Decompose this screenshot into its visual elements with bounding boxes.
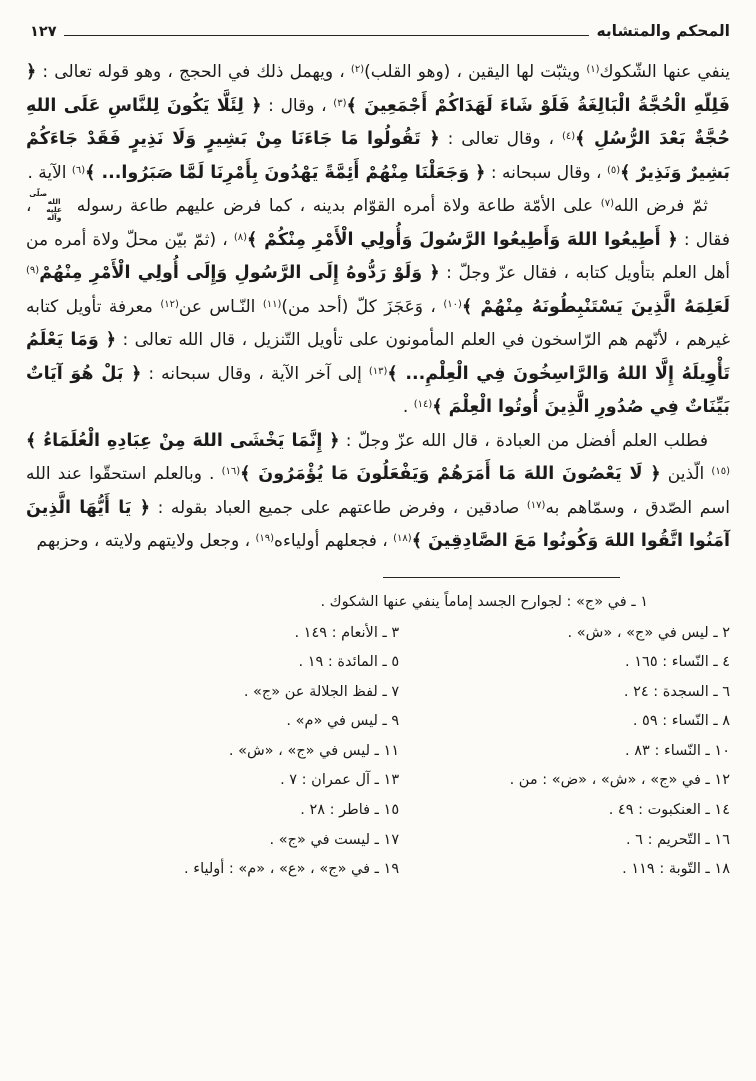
footnote-item: ١٥ ـ فاطر : ٢٨ . <box>300 802 400 819</box>
footnote-marker: (٤) <box>561 131 576 142</box>
body-text: النّـاس عن <box>178 296 263 317</box>
body-text: ثمّ فرض الله <box>613 196 708 216</box>
footnote-marker: (٩) <box>26 265 40 276</box>
quran-verse: ﴿ يَا أَيُّهَا الَّذِينَ آمَنُوا اتَّقُوا اللهَ وَكُونُوا مَعَ الصَّادِقِينَ ﴾ <box>26 497 730 551</box>
body-text: ، فجعلهم أولياءه <box>274 531 394 551</box>
body-text: ، (ثمّ بيّن محلّ ولاة أمره من أهل العلم بتأويل كتابه ، فقال عزّ وجلّ : <box>26 229 731 283</box>
paragraphs-container <box>26 56 730 559</box>
body-text: الّذين <box>660 464 712 484</box>
footnote-marker: (٣) <box>333 97 347 109</box>
quran-verse: ﴿ بَلْ هُوَ آيَاتٌ بَيِّنَاتٌ فِي صُدُورِ الَّذِينَ أُوتُوا الْعِلْمَ ﴾ <box>26 363 730 417</box>
footnote-marker: (١٥) <box>711 466 730 477</box>
body-text: ، وَعَجَزَ كلّ (أحد من) <box>281 296 444 317</box>
footnote-marker: (٧) <box>600 198 614 209</box>
header-rule <box>64 35 590 36</box>
footnote-marker: (٢) <box>350 64 365 75</box>
footnote-item: ١٠ ـ النّساء : ٨٣ . <box>625 742 730 759</box>
footnote-marker: (١٩) <box>255 533 275 544</box>
footnote-item: ٧ ـ لفظ الجلالة عن «ج» . <box>243 683 400 700</box>
footnote-marker: (١٨) <box>393 533 412 544</box>
footnote-marker: (١٣) <box>368 365 388 377</box>
quran-verse: ﴿ وَمَا يَعْلَمُ تَأْوِيلَهُ إِلَّا اللهُ وَالرَّاسِخُونَ فِي الْعِلْمِ... ﴾ <box>26 330 730 384</box>
body-text: معرفة تأويل كتابه غيرهم ، لأنّهم هم الرّاسخون في العلم المأمونون على تأويل التّنزيل ، قال الله تعالى : <box>26 296 730 350</box>
footnote-marker: (١٧) <box>526 499 546 511</box>
body-text: ، فقال : <box>26 196 730 250</box>
page-number: ١٢٧ <box>30 24 57 40</box>
body-text <box>0 40 756 559</box>
paragraph <box>26 425 730 559</box>
footnote-marker: (٦) <box>71 164 86 176</box>
paragraph <box>26 190 730 425</box>
body-text: ينفي عنها الشّكوك <box>599 62 731 82</box>
footnote-marker: (١٢) <box>160 298 179 310</box>
footnote-item: ٤ ـ النّساء : ١٦٥ . <box>625 654 730 671</box>
quran-verse: ﴿ وَلَوْ رَدُّوهُ إِلَى الرَّسُولِ وَإِلَى أُولِي الْأَمْرِ مِنْهُمْ <box>39 263 440 283</box>
quran-verse: ﴿ وَجَعَلْنَا مِنْهُمْ أَئِمَّةً يَهْدُونَ بِأَمْرِنَا لَمَّا صَبَرُوا... ﴾ <box>85 162 486 183</box>
body-text: ويثبّت لها اليقين ، (وهو القلب) <box>364 62 587 82</box>
footnote-marker: (١) <box>586 64 600 75</box>
body-text: . <box>402 397 414 417</box>
body-text: فطلب العلم أفضل من العبادة ، قال الله عزّ وجلّ : <box>339 430 708 451</box>
quran-verse: ﴿ أَطِيعُوا اللهَ وَأَطِيعُوا الرَّسُولَ وَأُولِي الْأَمْرِ مِنْكُمْ ﴾ <box>247 229 678 250</box>
paragraph <box>26 56 730 190</box>
footnote-item: ٢ ـ ليس في «ج» ، «ش» . <box>567 624 730 641</box>
footnote-item: ٨ ـ النّساء : ٥٩ . <box>632 713 730 730</box>
body-text: صادقين ، وفرض طاعتهم على جميع العباد بقوله : <box>149 497 527 518</box>
body-text: الآية . <box>27 162 72 183</box>
footnote-marker: (١١) <box>262 298 282 310</box>
quran-verse: ﴿ لَا يَعْصُونَ اللهَ مَا أَمَرَهُمْ وَيَفْعَلُونَ مَا يُؤْمَرُونَ ﴾ <box>240 464 661 484</box>
page-header <box>0 0 756 40</box>
footnote-item: ١٦ ـ التّحريم : ٦ . <box>625 831 730 848</box>
footnote-item: ١١ ـ ليس في «ج» ، «ش» . <box>228 742 400 759</box>
footnotes-section <box>0 578 756 885</box>
salawat-symbol: صلّى الله عليه وآله <box>29 189 63 222</box>
footnote-item: ١٤ ـ العنكبوت : ٤٩ . <box>608 802 730 819</box>
quran-verse: ﴿ لِئَلَّا يَكُونَ لِلنَّاسِ عَلَى اللهِ حُجَّةٌ بَعْدَ الرُّسُلِ ﴾ <box>26 95 730 149</box>
footnote-item: ٩ ـ ليس في «م» . <box>286 713 400 730</box>
footnotes-left-column <box>26 619 399 885</box>
body-text: ، وجعل ولايتهم ولايته ، وحزبهم <box>36 531 256 551</box>
footnotes-right-column <box>399 619 730 885</box>
body-text: ، وقال تعالى : <box>439 129 562 149</box>
footnote-item: ١ ـ في «ج» : لجوارح الجسد إماماً ينفي عنها الشكوك . <box>320 593 648 610</box>
footnote-item: ٦ ـ السجدة : ٢٤ . <box>623 683 730 700</box>
footnote-marker: (٨) <box>233 231 248 243</box>
running-title: المحكم والمتشابه <box>596 22 730 40</box>
footnote-item: ١٨ ـ التّوبة : ١١٩ . <box>622 861 730 878</box>
body-text: ، وقال : <box>261 95 334 116</box>
body-text: . وبالعلم استحقّوا عند الله اسم الصّدق ، وسمّاهم به <box>26 464 730 518</box>
body-text: ، وقال سبحانه : <box>485 162 607 183</box>
footnote-item: ٥ ـ المائدة : ١٩ . <box>298 654 400 671</box>
quran-verse: ﴿ إِنَّمَا يَخْشَى اللهَ مِنْ عِبَادِهِ الْعُلَمَاءُ ﴾ <box>26 430 340 451</box>
footnote-marker: (٥) <box>606 164 621 176</box>
footnote-item: ١٣ ـ آل عمران : ٧ . <box>280 772 400 789</box>
footnotes-columns <box>26 619 730 885</box>
quran-verse: ﴿ فَلِلّهِ الْحُجَّةُ الْبَالِغَةُ فَلَوْ شَاءَ لَهَدَاكُمْ أَجْمَعِينَ ﴾ <box>26 62 730 116</box>
footnote-item: ١٩ ـ في «ج» ، «ع» ، «م» : أولياء . <box>184 861 400 878</box>
footnote-marker: (١٦) <box>221 466 241 477</box>
footnote-item: ٣ ـ الأنعام : ١٤٩ . <box>294 624 400 641</box>
footnote-item: ١٧ ـ ليست في «ج» . <box>269 831 400 848</box>
quran-verse: لَعَلِمَهُ الَّذِينَ يَسْتَنْبِطُونَهُ مِنْهُمْ ﴾ <box>461 296 731 317</box>
body-text: إلى آخر الآية ، وقال سبحانه : <box>141 363 369 384</box>
footnote-marker: (١٠) <box>443 298 462 310</box>
body-text: على الأمّة طاعة ولاة أمره القوّام بدينه ، كما فرض عليهم طاعة رسوله <box>69 196 601 216</box>
quran-verse: ﴿ تَقُولُوا مَا جَاءَنَا مِنْ بَشِيرٍ وَلَا نَذِيرٍ فَقَدْ جَاءَكُمْ بَشِيرٌ وَنَذِيرٌ ﴾ <box>26 129 730 183</box>
body-text: ، ويهمل ذلك في الحجج ، وهو قوله تعالى : <box>36 62 351 82</box>
footnote-item: ١٢ ـ في «ج» ، «ش» ، «ض» : من . <box>509 772 730 789</box>
footnote-marker: (١٤) <box>413 399 433 410</box>
